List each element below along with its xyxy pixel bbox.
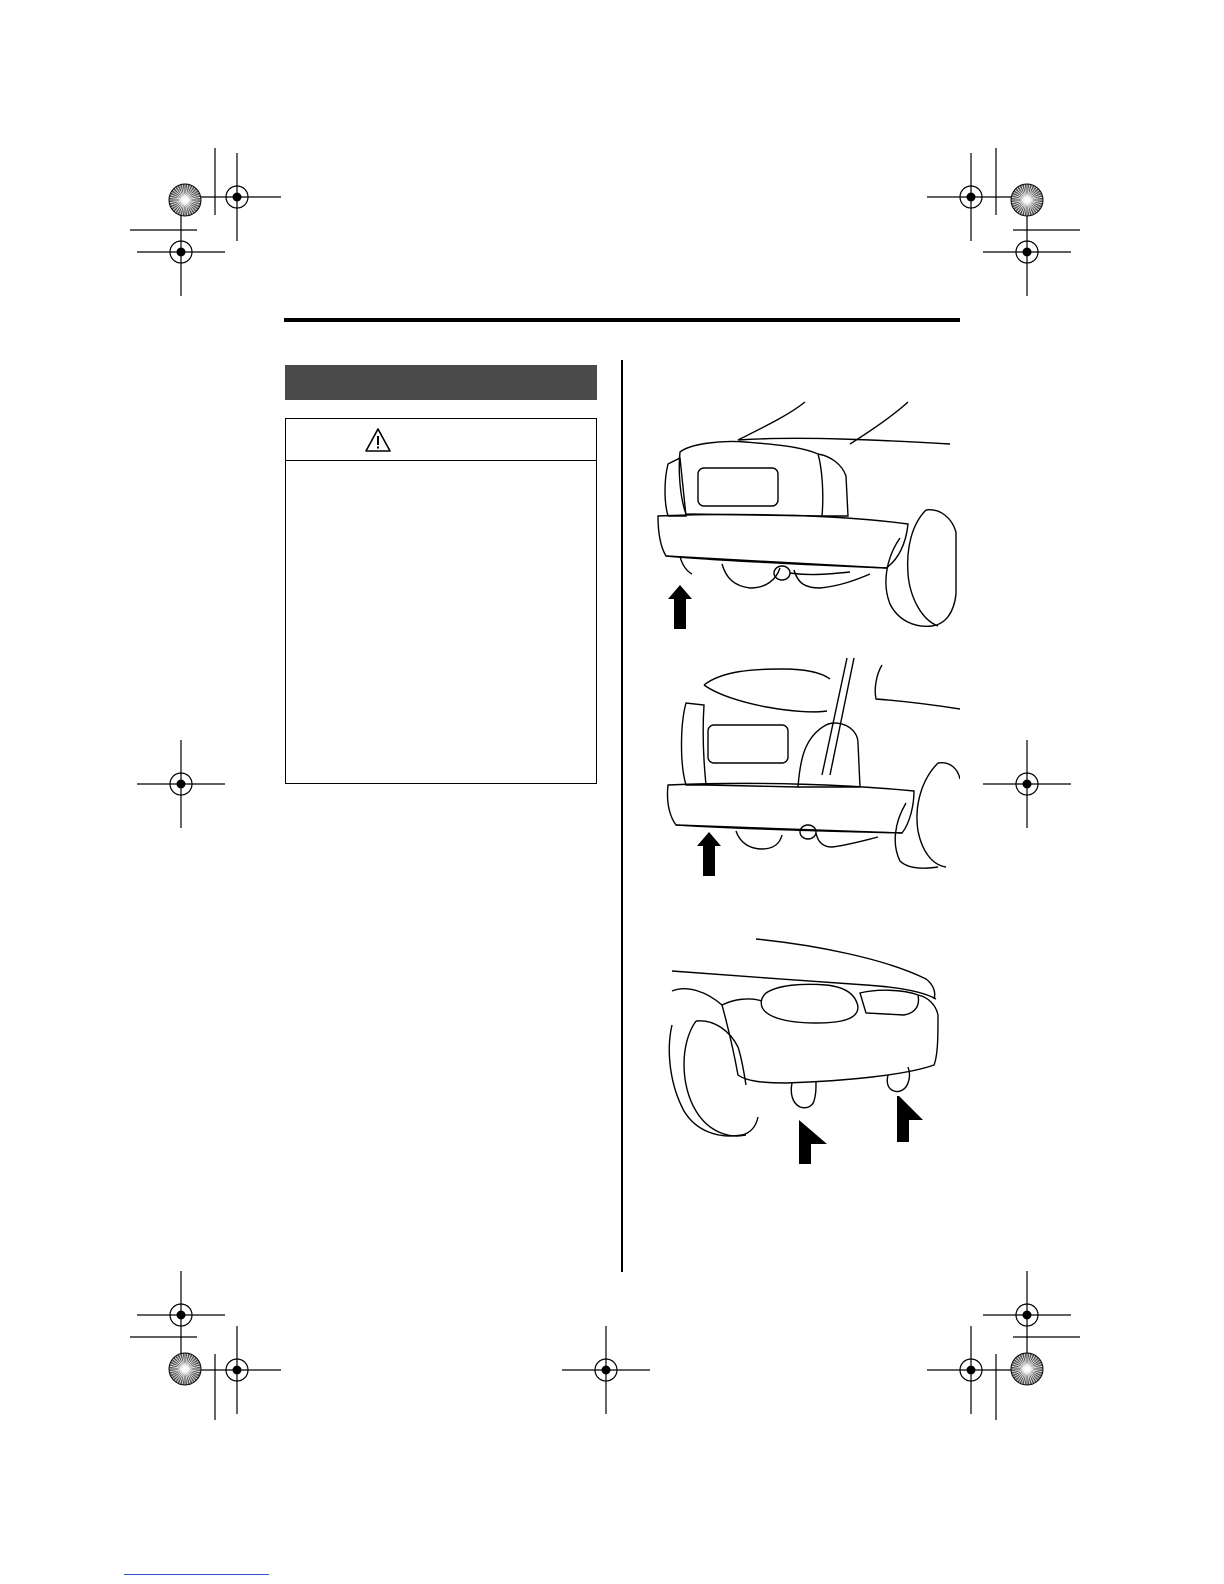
registration-starburst-icon bbox=[169, 1353, 201, 1385]
tie-down-arrow-icon bbox=[668, 585, 692, 629]
footer-link-underline bbox=[124, 1574, 269, 1575]
header-rule bbox=[284, 318, 960, 322]
registration-starburst-icon bbox=[169, 184, 201, 216]
warning-header bbox=[286, 419, 596, 461]
registration-crosshair-icon bbox=[137, 1271, 225, 1359]
car-rear-sedan-illustration bbox=[650, 398, 960, 633]
warning-box bbox=[285, 418, 597, 784]
registration-crosshair-icon bbox=[983, 1271, 1071, 1359]
registration-crosshair-icon bbox=[193, 1326, 281, 1414]
registration-starburst-icon bbox=[1011, 184, 1043, 216]
tie-down-arrow-icon bbox=[697, 832, 721, 876]
registration-starburst-icon bbox=[1011, 1353, 1043, 1385]
registration-crosshair-icon bbox=[927, 1326, 1015, 1414]
registration-crosshair-icon bbox=[193, 153, 281, 241]
registration-crosshair-icon bbox=[927, 153, 1015, 241]
registration-crosshair-icon bbox=[562, 1326, 650, 1414]
warning-triangle-icon bbox=[364, 427, 392, 453]
column-divider bbox=[621, 360, 623, 1272]
registration-crosshair-icon bbox=[137, 740, 225, 828]
registration-crosshair-icon bbox=[983, 740, 1071, 828]
tie-down-arrow-icon bbox=[795, 1120, 827, 1164]
tie-down-arrow-icon bbox=[895, 1096, 923, 1142]
registration-crosshair-icon bbox=[983, 208, 1071, 296]
section-heading bbox=[285, 365, 597, 400]
registration-crosshair-icon bbox=[137, 208, 225, 296]
